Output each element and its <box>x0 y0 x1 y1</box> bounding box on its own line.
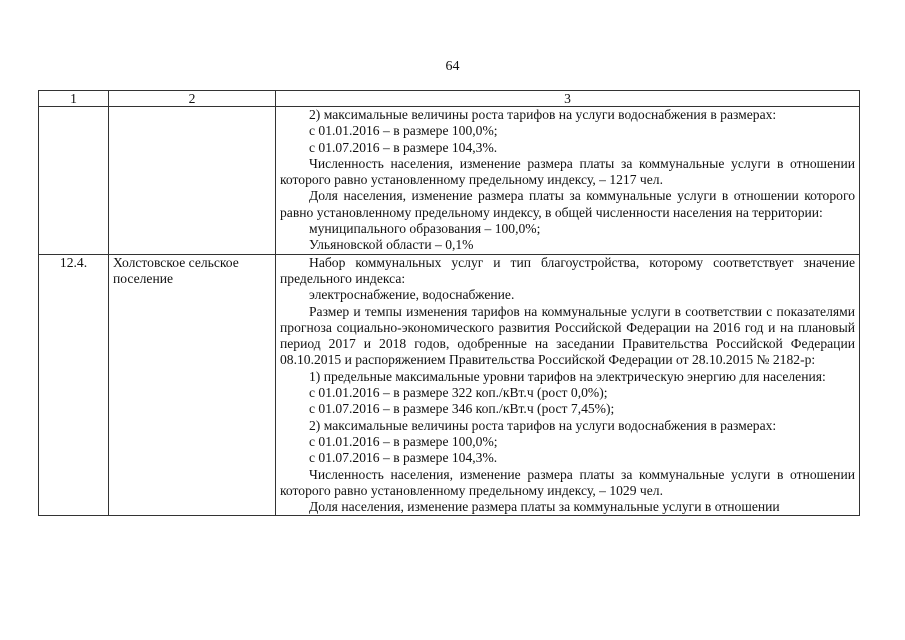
paragraph: 2) максимальные величины роста тарифов на услуги водоснабжения в размерах: <box>309 417 777 433</box>
table-row-12-4 <box>39 254 860 516</box>
table-header-row <box>39 91 860 107</box>
paragraph: Набор коммунальных услуг и тип благоустройства, которому соответствует значение предельного индекса: <box>280 254 855 286</box>
paragraph: 2) максимальные величины роста тарифов на услуги водоснабжения в размерах: <box>309 107 777 122</box>
row-text-cell <box>276 254 860 516</box>
table-row-continued <box>39 107 860 255</box>
paragraph: Численность населения, изменение размера платы за коммунальные услуги в отношении которого равно установленному предельному индексу, – 1217 чел. <box>280 155 855 188</box>
paragraph: с 01.01.2016 – в размере 100,0%; <box>309 123 498 139</box>
paragraph: с 01.07.2016 – в размере 346 коп./кВт.ч (рост 7,45%); <box>309 401 615 417</box>
paragraph: Доля населения, изменение размера платы за коммунальные услуги в отношении <box>309 499 780 515</box>
paragraph: с 01.01.2016 – в размере 100,0%; <box>309 433 498 449</box>
paragraph: Доля населения, изменение размера платы за коммунальные услуги в отношении которого равно установленному предельному индексу, в общей численности населения на территории: <box>280 188 855 220</box>
row-number-cell: 12.4. <box>39 254 109 516</box>
paragraph: с 01.01.2016 – в размере 322 коп./кВт.ч (рост 0,0%); <box>309 385 608 401</box>
paragraph: с 01.07.2016 – в размере 104,3%. <box>309 139 498 155</box>
row-text-cell <box>276 107 860 255</box>
column-header-3: 3 <box>276 91 860 107</box>
paragraph: Численность населения, изменение размера платы за коммунальные услуги в отношении которого равно установленному предельному индексу, – 1029 чел. <box>280 466 855 498</box>
paragraph: с 01.07.2016 – в размере 104,3%. <box>309 450 498 466</box>
paragraph: 1) предельные максимальные уровни тарифов на электрическую энергию для населения: <box>309 368 826 384</box>
tariff-table <box>38 90 860 516</box>
row-name-cell: Холстовское сельское поселение <box>109 254 276 516</box>
column-header-2: 2 <box>109 91 276 107</box>
row-number-cell <box>39 107 109 255</box>
paragraph: электроснабжение, водоснабжение. <box>309 287 515 303</box>
paragraph: Размер и темпы изменения тарифов на коммунальные услуги в соответствии с показателями прогноза социально-экономического развития Российской Федерации на 2016 год и на плановый период 2017 и 2018 годов, одобренные на заседании Правительства Российской Федерации 08.10.2015 и распоряжением Правительства Российской Федерации от 28.10.2015 № 2182-р: <box>280 303 855 368</box>
row-name-cell <box>109 107 276 255</box>
paragraph: муниципального образования – 100,0%; <box>309 221 541 237</box>
column-header-1: 1 <box>39 91 109 107</box>
page-number: 64 <box>445 59 460 74</box>
paragraph: Ульяновской области – 0,1% <box>309 237 474 253</box>
